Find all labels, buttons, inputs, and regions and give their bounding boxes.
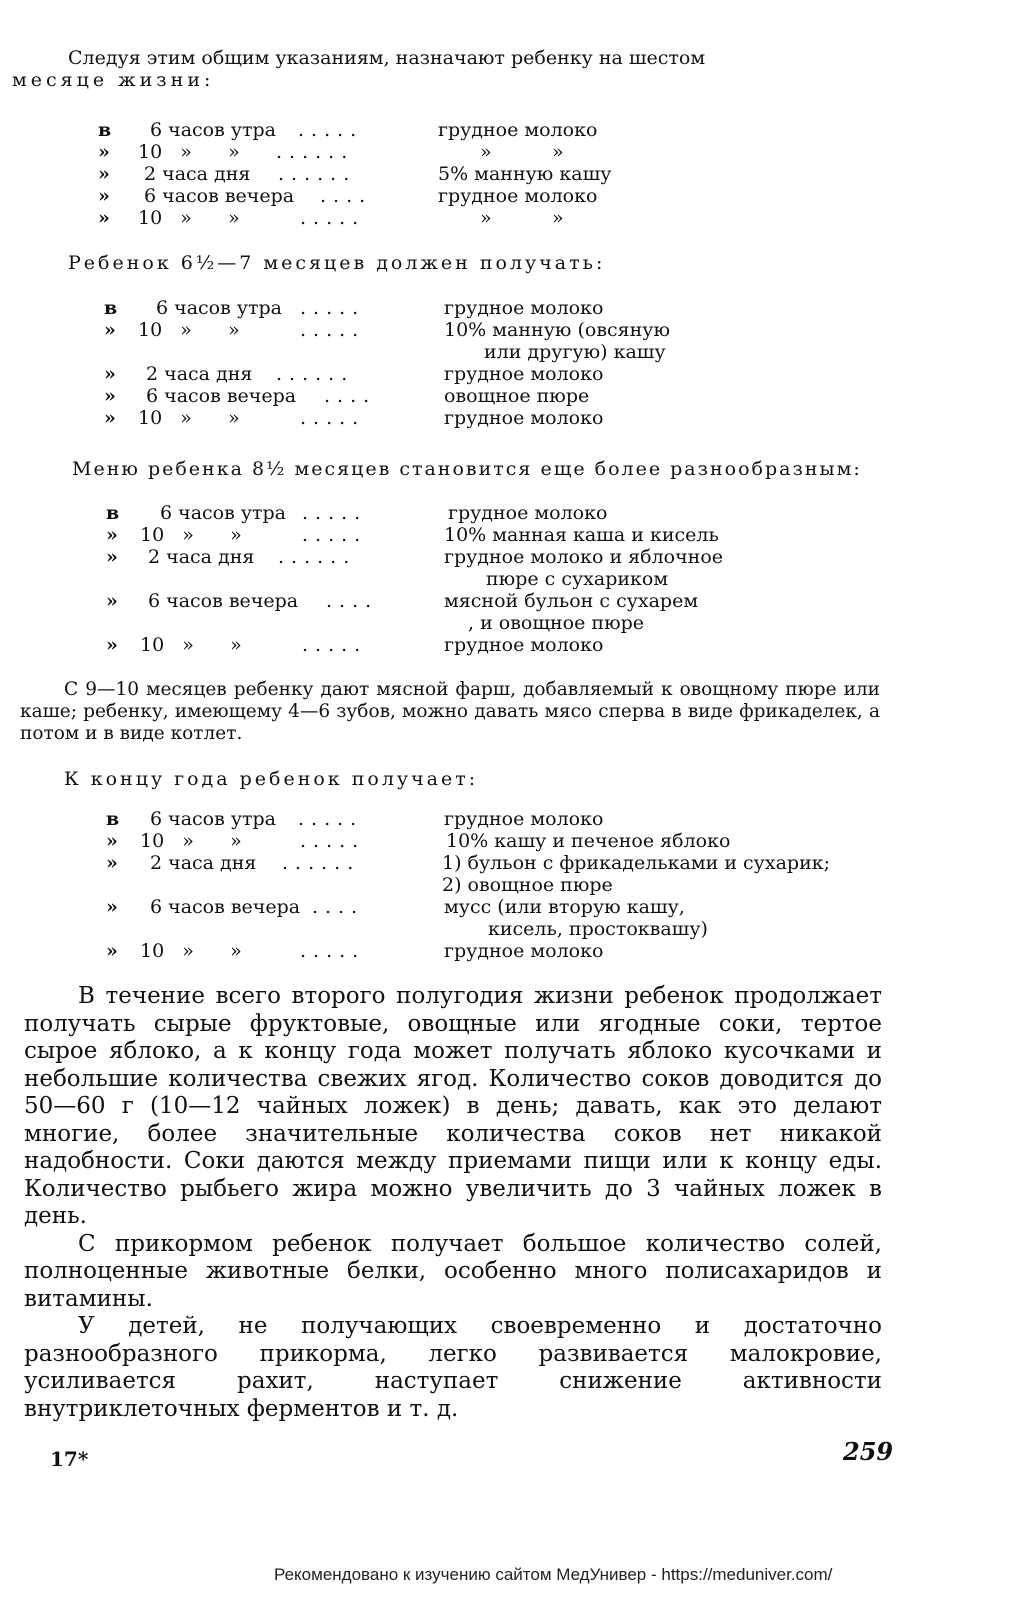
- menu-row: [0, 852, 1011, 874]
- row-food: грудное молоко: [444, 940, 604, 962]
- row-time: 6 часов утра: [160, 502, 287, 524]
- row-prefix: в: [106, 502, 120, 524]
- leader-dots: .....: [300, 319, 366, 341]
- menu-six-months: [0, 119, 1011, 229]
- row-prefix: »: [104, 385, 116, 407]
- row-time: 2 часа дня: [150, 852, 257, 874]
- watermark-text: Рекомендовано к изучению сайтом МедУнивер - https://meduniver.com/: [274, 1565, 833, 1584]
- row-time: 6 часов вечера: [150, 896, 301, 918]
- row-time: 2 часа дня: [144, 163, 251, 185]
- row-food: 5% манную кашу: [438, 163, 612, 185]
- leader-dots: ......: [276, 363, 355, 385]
- menu-row: [0, 185, 1011, 207]
- menu-row: [0, 119, 1011, 141]
- section2-intro: Ребенок 6½—7 месяцев должен получать:: [68, 252, 606, 274]
- menu-row: [0, 896, 1011, 918]
- paragraph-complementary-feeding: С прикормом ребенок получает большое количество солей, полноценные животные белки, особенно много полисахаридов и витамины.: [24, 1230, 882, 1312]
- section1-intro-line2: месяце жизни:: [12, 69, 215, 91]
- paragraph-anemia: У детей, не получающих своевременно и достаточно разнообразного прикорма, легко развивается малокровие, усиливается рахит, наступает снижение активности внутриклеточных ферментов и т. д.: [24, 1313, 882, 1422]
- section4-intro-wrap: [0, 768, 1011, 790]
- row-time: 10 » »: [138, 141, 240, 163]
- row-prefix: »: [106, 634, 118, 656]
- row-food: 10% кашу и печеное яблоко: [446, 830, 731, 852]
- menu-row-continuation: [0, 874, 1011, 896]
- row-time: 10 » »: [138, 407, 240, 429]
- leader-dots: .....: [300, 407, 366, 429]
- menu-row-continuation: [0, 612, 1011, 634]
- row-food: или другую) кашу: [484, 341, 666, 363]
- leader-dots: ......: [282, 852, 361, 874]
- row-food: мясной бульон с сухарем: [444, 590, 699, 612]
- signature-mark: 17*: [50, 1447, 89, 1471]
- row-food: грудное молоко: [444, 634, 604, 656]
- menu-row: [0, 207, 1011, 229]
- row-food: грудное молоко: [438, 185, 598, 207]
- leader-dots: ....: [320, 185, 373, 207]
- row-food: овощное пюре: [444, 385, 590, 407]
- menu-row: [0, 524, 1011, 546]
- menu-eight-months: [0, 502, 1011, 656]
- row-food: 1) бульон с фрикадельками и сухарик;: [442, 852, 831, 874]
- row-time: 10 » »: [140, 830, 242, 852]
- page-number: 259: [843, 1437, 894, 1466]
- section1-intro: [0, 47, 1011, 91]
- leader-dots: .....: [298, 119, 364, 141]
- menu-row: [0, 407, 1011, 429]
- row-prefix: »: [106, 940, 118, 962]
- menu-row: [0, 634, 1011, 656]
- row-food: пюре с сухариком: [486, 568, 669, 590]
- menu-row: [0, 297, 1011, 319]
- row-food: 10% манная каша и кисель: [444, 524, 719, 546]
- leader-dots: ......: [276, 141, 355, 163]
- row-food: кисель, простоквашу): [488, 918, 708, 940]
- row-time: 6 часов вечера: [146, 385, 297, 407]
- row-prefix: »: [106, 546, 118, 568]
- row-food: грудное молоко: [438, 119, 598, 141]
- paragraph-nine-ten-months: С 9—10 месяцев ребенку дают мясной фарш, добавляемый к овощному пюре или каше; ребенку, имеющему 4—6 зубов, можно давать мясо сперва в виде фрикаделек, а потом и в виде котлет.: [20, 679, 880, 744]
- row-food: грудное молоко: [448, 502, 608, 524]
- menu-row-continuation: [0, 341, 1011, 363]
- row-prefix: »: [104, 319, 116, 341]
- section4-intro: К концу года ребенок получает:: [64, 768, 479, 790]
- menu-row: [0, 319, 1011, 341]
- row-time: 6 часов утра: [150, 119, 277, 141]
- row-food: мусс (или вторую кашу,: [444, 896, 685, 918]
- row-prefix: в: [104, 297, 118, 319]
- leader-dots: ....: [312, 896, 365, 918]
- menu-row: [0, 830, 1011, 852]
- row-food: грудное молоко: [444, 297, 604, 319]
- row-prefix: »: [106, 590, 118, 612]
- menu-row: [0, 363, 1011, 385]
- row-time: 10 » »: [140, 634, 242, 656]
- row-prefix: »: [98, 185, 110, 207]
- leader-dots: .....: [300, 830, 366, 852]
- section2-intro-wrap: [0, 252, 1011, 274]
- leader-dots: .....: [302, 634, 368, 656]
- row-food: » »: [480, 141, 564, 163]
- section1-intro-line1: Следуя этим общим указаниям, назначают ребенку на шестом: [68, 47, 706, 69]
- row-time: 2 часа дня: [148, 546, 255, 568]
- row-time: 6 часов утра: [156, 297, 283, 319]
- paragraph-juices: В течение всего второго полугодия жизни ребенок продолжает получать сырые фруктовые, овощные или ягодные соки, тертое сырое яблоко, а к концу года может получать яблоко кусочками и небольшие количества свежих ягод. Количество соков доводится до 50—60 г (10—12 чайных ложек) в день; давать, как это делают многие, более значительные количества соков нет никакой надобности. Соки даются между приемами пищи или к концу еды. Количество рыбьего жира можно увеличить до 3 чайных ложек в день.: [24, 983, 882, 1229]
- leader-dots: .....: [302, 502, 368, 524]
- menu-row: [0, 940, 1011, 962]
- leader-dots: .....: [300, 940, 366, 962]
- leader-dots: ....: [326, 590, 379, 612]
- menu-end-of-year: [0, 808, 1011, 962]
- row-prefix: »: [98, 141, 110, 163]
- leader-dots: .....: [298, 808, 364, 830]
- row-prefix: »: [106, 524, 118, 546]
- row-prefix: »: [106, 896, 118, 918]
- row-food: 10% манную (овсяную: [444, 319, 671, 341]
- section3-intro: Меню ребенка 8½ месяцев становится еще более разнообразным:: [72, 458, 862, 480]
- menu-row: [0, 385, 1011, 407]
- menu-row: [0, 546, 1011, 568]
- row-food: 2) овощное пюре: [442, 874, 613, 896]
- row-prefix: »: [104, 407, 116, 429]
- row-time: 10 » »: [138, 319, 240, 341]
- row-food: грудное молоко: [444, 808, 604, 830]
- row-prefix: »: [104, 363, 116, 385]
- row-time: 10 » »: [140, 524, 242, 546]
- row-food: , и овощное пюре: [468, 612, 645, 634]
- row-time: 6 часов вечера: [148, 590, 299, 612]
- menu-row: [0, 590, 1011, 612]
- menu-row: [0, 808, 1011, 830]
- menu-row: [0, 141, 1011, 163]
- menu-row: [0, 502, 1011, 524]
- row-prefix: в: [106, 808, 120, 830]
- menu-row: [0, 163, 1011, 185]
- row-prefix: в: [98, 119, 112, 141]
- row-prefix: »: [98, 163, 110, 185]
- menu-six-seven-months: [0, 297, 1011, 429]
- row-prefix: »: [106, 830, 118, 852]
- section3-intro-wrap: [0, 458, 1011, 480]
- row-prefix: »: [98, 207, 110, 229]
- row-time: 2 часа дня: [146, 363, 253, 385]
- row-food: » »: [480, 207, 564, 229]
- leader-dots: ....: [324, 385, 377, 407]
- row-time: 10 » »: [140, 940, 242, 962]
- row-time: 10 » »: [138, 207, 240, 229]
- row-food: грудное молоко: [444, 407, 604, 429]
- row-prefix: »: [106, 852, 118, 874]
- row-food: грудное молоко и яблочное: [444, 546, 724, 568]
- leader-dots: .....: [300, 297, 366, 319]
- row-time: 6 часов утра: [150, 808, 277, 830]
- row-food: грудное молоко: [444, 363, 604, 385]
- body-text: [24, 983, 882, 1423]
- row-time: 6 часов вечера: [144, 185, 295, 207]
- menu-row-continuation: [0, 918, 1011, 940]
- leader-dots: .....: [302, 524, 368, 546]
- menu-row-continuation: [0, 568, 1011, 590]
- leader-dots: ......: [278, 163, 357, 185]
- leader-dots: ......: [278, 546, 357, 568]
- leader-dots: .....: [300, 207, 366, 229]
